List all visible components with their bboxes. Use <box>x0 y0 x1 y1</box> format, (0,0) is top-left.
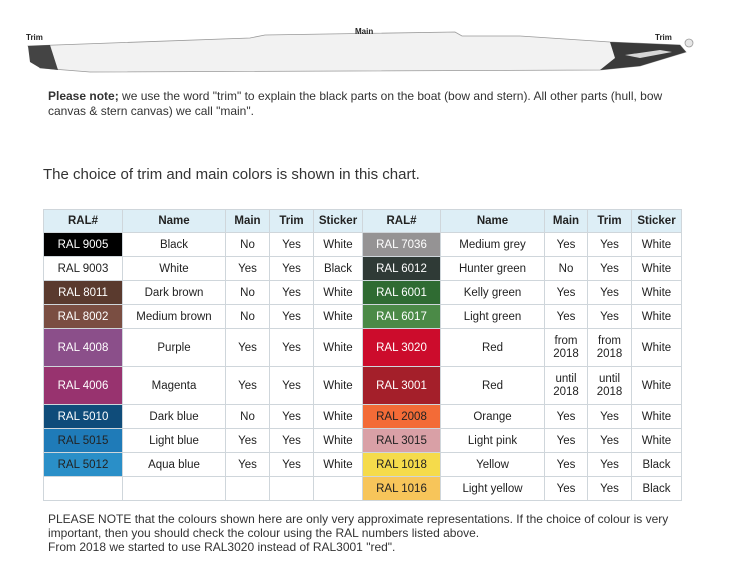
sticker-cell: White <box>314 233 363 257</box>
hull-main-shape <box>28 32 686 72</box>
bow-eye-shape <box>685 39 693 47</box>
color-name-cell: Yellow <box>441 453 545 477</box>
main-cell: No <box>545 257 588 281</box>
sticker-cell: White <box>314 405 363 429</box>
ral-swatch-cell: RAL 5012 <box>44 453 123 477</box>
sticker-cell: White <box>314 453 363 477</box>
trim-cell: until 2018 <box>588 367 632 405</box>
ral-swatch-cell: RAL 8002 <box>44 305 123 329</box>
header-cell: Sticker <box>314 210 363 233</box>
ral-swatch-cell: RAL 6017 <box>363 305 441 329</box>
header-cell: Name <box>123 210 226 233</box>
table-row <box>44 305 682 329</box>
header-cell: Name <box>441 210 545 233</box>
header-cell: Main <box>545 210 588 233</box>
sticker-cell: White <box>314 429 363 453</box>
sticker-cell: White <box>632 281 682 305</box>
sticker-cell: Black <box>632 453 682 477</box>
table-row <box>44 281 682 305</box>
color-name-cell: Dark blue <box>123 405 226 429</box>
color-name-cell: Medium brown <box>123 305 226 329</box>
sticker-cell: Black <box>632 477 682 501</box>
table-row <box>44 453 682 477</box>
table-row <box>44 367 682 405</box>
sticker-cell: White <box>314 281 363 305</box>
trim-cell: Yes <box>588 429 632 453</box>
ral-swatch-cell: RAL 8011 <box>44 281 123 305</box>
trim-cell: Yes <box>270 305 314 329</box>
trim-right-label: Trim <box>655 33 672 42</box>
header-cell: Main <box>226 210 270 233</box>
boat-illustration <box>0 0 729 80</box>
trim-cell: Yes <box>588 305 632 329</box>
color-chart-table <box>43 209 682 501</box>
sticker-cell: White <box>632 429 682 453</box>
ral-swatch-cell: RAL 3015 <box>363 429 441 453</box>
color-name-cell: Red <box>441 329 545 367</box>
main-cell: No <box>226 305 270 329</box>
sticker-cell: White <box>632 305 682 329</box>
sticker-cell: White <box>314 305 363 329</box>
ral-swatch-cell: RAL 6012 <box>363 257 441 281</box>
color-name-cell: White <box>123 257 226 281</box>
ral-swatch-cell: RAL 3020 <box>363 329 441 367</box>
trim-cell: Yes <box>588 453 632 477</box>
trim-cell: Yes <box>588 233 632 257</box>
main-cell <box>226 477 270 501</box>
table-row <box>44 233 682 257</box>
color-name-cell: Aqua blue <box>123 453 226 477</box>
color-name-cell: Dark brown <box>123 281 226 305</box>
chart-heading: The choice of trim and main colors is shown in this chart. <box>43 166 420 183</box>
ral-swatch-cell: RAL 7036 <box>363 233 441 257</box>
trim-cell: Yes <box>588 281 632 305</box>
color-name-cell: Red <box>441 367 545 405</box>
main-cell: Yes <box>226 367 270 405</box>
note-prefix: Please note; <box>48 89 119 103</box>
main-cell: Yes <box>545 281 588 305</box>
trim-cell: Yes <box>588 477 632 501</box>
ral-swatch-cell: RAL 1018 <box>363 453 441 477</box>
sticker-cell: White <box>314 329 363 367</box>
main-cell: No <box>226 405 270 429</box>
ral-swatch-cell: RAL 4008 <box>44 329 123 367</box>
trim-cell: Yes <box>270 367 314 405</box>
ral-swatch-cell: RAL 3001 <box>363 367 441 405</box>
note-text: we use the word "trim" to explain the black parts on the boat (bow and stern). All other parts (hull, bow canvas & stern canvas) we call "main". <box>48 89 663 118</box>
table-row <box>44 405 682 429</box>
ral-swatch-cell: RAL 5010 <box>44 405 123 429</box>
ral-swatch-cell: RAL 5015 <box>44 429 123 453</box>
table-row <box>44 429 682 453</box>
table-header-row <box>44 210 682 233</box>
ral-swatch-cell <box>44 477 123 501</box>
header-cell: RAL# <box>363 210 441 233</box>
main-cell: Yes <box>545 405 588 429</box>
table-row <box>44 257 682 281</box>
main-cell: until 2018 <box>545 367 588 405</box>
trim-cell: Yes <box>588 257 632 281</box>
color-name-cell: Orange <box>441 405 545 429</box>
trim-cell: Yes <box>270 329 314 367</box>
color-name-cell: Black <box>123 233 226 257</box>
main-cell: from 2018 <box>545 329 588 367</box>
sticker-cell: White <box>314 367 363 405</box>
main-cell: Yes <box>226 257 270 281</box>
color-name-cell: Light green <box>441 305 545 329</box>
color-name-cell: Purple <box>123 329 226 367</box>
boat-diagram <box>0 0 729 80</box>
color-name-cell: Kelly green <box>441 281 545 305</box>
ral-swatch-cell: RAL 6001 <box>363 281 441 305</box>
sticker-cell: Black <box>314 257 363 281</box>
main-cell: Yes <box>545 233 588 257</box>
main-cell: Yes <box>226 429 270 453</box>
footer-note <box>48 512 688 554</box>
trim-cell <box>270 477 314 501</box>
color-name-cell: Magenta <box>123 367 226 405</box>
main-cell: No <box>226 233 270 257</box>
sticker-cell: White <box>632 367 682 405</box>
trim-cell: Yes <box>270 233 314 257</box>
color-name-cell: Hunter green <box>441 257 545 281</box>
trim-cell: from 2018 <box>588 329 632 367</box>
table-row <box>44 329 682 367</box>
color-name-cell: Light pink <box>441 429 545 453</box>
color-name-cell <box>123 477 226 501</box>
main-cell: Yes <box>545 477 588 501</box>
header-cell: RAL# <box>44 210 123 233</box>
main-cell: Yes <box>545 305 588 329</box>
sticker-cell: White <box>632 233 682 257</box>
table-row <box>44 477 682 501</box>
ral-swatch-cell: RAL 9003 <box>44 257 123 281</box>
trim-cell: Yes <box>270 405 314 429</box>
trim-cell: Yes <box>270 281 314 305</box>
main-cell: Yes <box>226 453 270 477</box>
trim-cell: Yes <box>270 257 314 281</box>
sticker-cell: White <box>632 257 682 281</box>
trim-left-label: Trim <box>26 33 43 42</box>
trim-cell: Yes <box>270 453 314 477</box>
main-label: Main <box>355 27 374 36</box>
sticker-cell: White <box>632 405 682 429</box>
trim-cell: Yes <box>270 429 314 453</box>
main-cell: Yes <box>545 453 588 477</box>
footer-line-1: PLEASE NOTE that the colours shown here are only very approximate representations. If the choice of colour is very important, then you should check the colour using the RAL numbers listed above. <box>48 512 669 540</box>
sticker-cell: White <box>632 329 682 367</box>
footer-line-2: From 2018 we started to use RAL3020 instead of RAL3001 "red". <box>48 540 396 554</box>
main-cell: Yes <box>226 329 270 367</box>
header-cell: Trim <box>270 210 314 233</box>
color-name-cell: Light yellow <box>441 477 545 501</box>
ral-swatch-cell: RAL 9005 <box>44 233 123 257</box>
ral-swatch-cell: RAL 2008 <box>363 405 441 429</box>
ral-swatch-cell: RAL 4006 <box>44 367 123 405</box>
main-cell: No <box>226 281 270 305</box>
sticker-cell <box>314 477 363 501</box>
main-cell: Yes <box>545 429 588 453</box>
trim-main-note <box>48 89 688 119</box>
header-cell: Sticker <box>632 210 682 233</box>
ral-swatch-cell: RAL 1016 <box>363 477 441 501</box>
trim-cell: Yes <box>588 405 632 429</box>
color-name-cell: Light blue <box>123 429 226 453</box>
header-cell: Trim <box>588 210 632 233</box>
color-name-cell: Medium grey <box>441 233 545 257</box>
